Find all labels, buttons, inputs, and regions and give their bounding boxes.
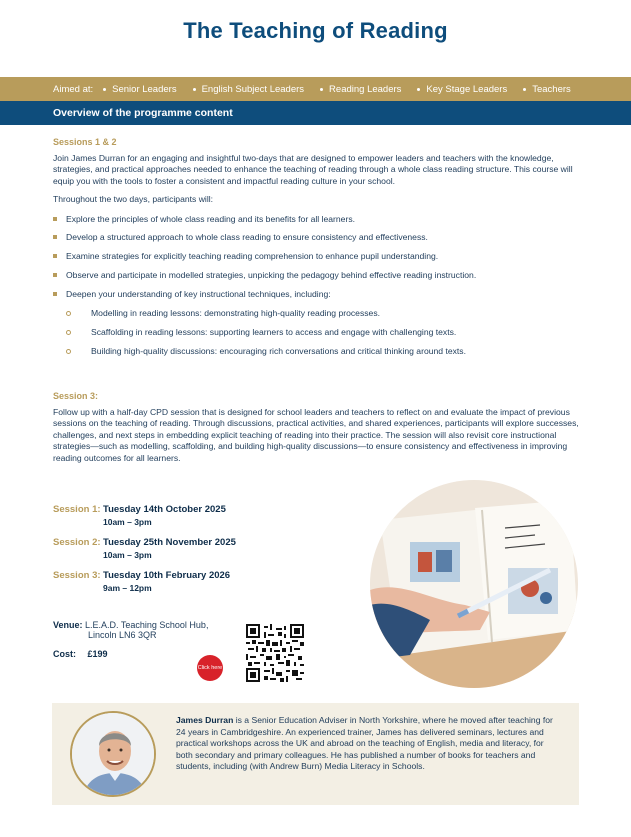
overview-heading-bar [0, 101, 631, 125]
sessions-1-2-lead: Throughout the two days, participants will: [53, 194, 214, 204]
presenter-bio [176, 715, 556, 773]
presenter-bio-text: is a Senior Education Adviser in North Yorkshire, where he moved after teaching for 24 years in Cambridgeshire. An experienced trainer, James has delivered seminars, lectures and practical workshops across the UK and abroad on the teaching of English, media and literacy, for both secondary and primary colleagues. He has published a number of books for teachers and students, including (with Andrew Burn) Media Literacy in Schools. [176, 715, 553, 772]
list-item: Deepen your understanding of key instructional techniques, including: [53, 289, 593, 301]
date-row: Session 1: Tuesday 14th October 2025 10am – 3pm [53, 504, 226, 527]
session-3-text: Follow up with a half-day CPD session that is designed for school leaders and teachers to reflect on and evaluate the impact of previous sessions on the teaching of reading. Through discussions, practical activities, and shared experiences, participants will explore successes, challenges, and next steps in embedding explicit teaching of reading into their practice. The session will also revisit core instructional strategies—such as modelling, scaffolding, and building high-quality discussions—to ensure consistency and effectiveness in improving reading outcomes for all learners. [53, 406, 579, 463]
audience-item: Teachers [523, 84, 571, 95]
cost-label: Cost: [53, 649, 76, 659]
page-title: The Teaching of Reading [183, 18, 448, 43]
sub-list-item: Modelling in reading lessons: demonstrating high-quality reading processes. [53, 308, 593, 320]
presenter-name: James Durran [176, 715, 234, 725]
list-item: Examine strategies for explicitly teaching reading comprehension to enhance pupil understanding. [53, 251, 593, 263]
reading-photo [370, 480, 578, 688]
session-3-section [53, 391, 593, 464]
cost-value: £199 [87, 649, 108, 659]
presenter-bio-box [52, 703, 579, 805]
qr-code[interactable] [246, 624, 304, 682]
audience-item: Senior Leaders [103, 84, 176, 95]
list-item: Explore the principles of whole class reading and its benefits for all learners. [53, 214, 593, 226]
presenter-avatar [70, 711, 156, 797]
audience-item: Reading Leaders [320, 84, 401, 95]
venue-block [53, 620, 208, 659]
venue-line-1: L.E.A.D. Teaching School Hub, [85, 620, 209, 630]
sessions-1-2-heading: Sessions 1 & 2 [53, 137, 117, 147]
list-item: Observe and participate in modelled strategies, unpicking the pedagogy behind effective reading instruction. [53, 270, 593, 282]
venue-label: Venue: [53, 620, 83, 630]
techniques-list [53, 308, 593, 357]
audience-item: English Subject Leaders [193, 84, 304, 95]
session-dates [53, 504, 236, 603]
sub-list-item: Scaffolding in reading lessons: supporting learners to access and engage with challenging texts. [53, 327, 593, 339]
sessions-1-2-intro: Join James Durran for an engaging and insightful two-days that are designed to empower leaders and teachers with the knowledge, strategies, and practical approaches needed to enhance the teaching of reading through a whole class reading structure. This course will equip you with the tools to foster a consistent and impactful reading culture in your school. [53, 152, 573, 186]
sessions-1-2-section [53, 137, 593, 365]
date-row: Session 2: Tuesday 25th November 2025 10am – 3pm [53, 537, 236, 560]
audience-item: Key Stage Leaders [417, 84, 507, 95]
aimed-at-bar [0, 77, 631, 101]
date-row: Session 3: Tuesday 10th February 2026 9am – 12pm [53, 570, 231, 593]
venue-line-2: Lincoln LN6 3QR [88, 630, 157, 640]
sub-list-item: Building high-quality discussions: encouraging rich conversations and critical thinking around texts. [53, 346, 593, 358]
objectives-list [53, 214, 593, 301]
overview-heading: Overview of the programme content [53, 107, 233, 119]
session-3-heading: Session 3: [53, 391, 99, 401]
click-here-button[interactable]: Click here [197, 655, 223, 681]
list-item: Develop a structured approach to whole class reading to ensure consistency and effectiveness. [53, 232, 593, 244]
aimed-at-label: Aimed at: [53, 83, 94, 95]
